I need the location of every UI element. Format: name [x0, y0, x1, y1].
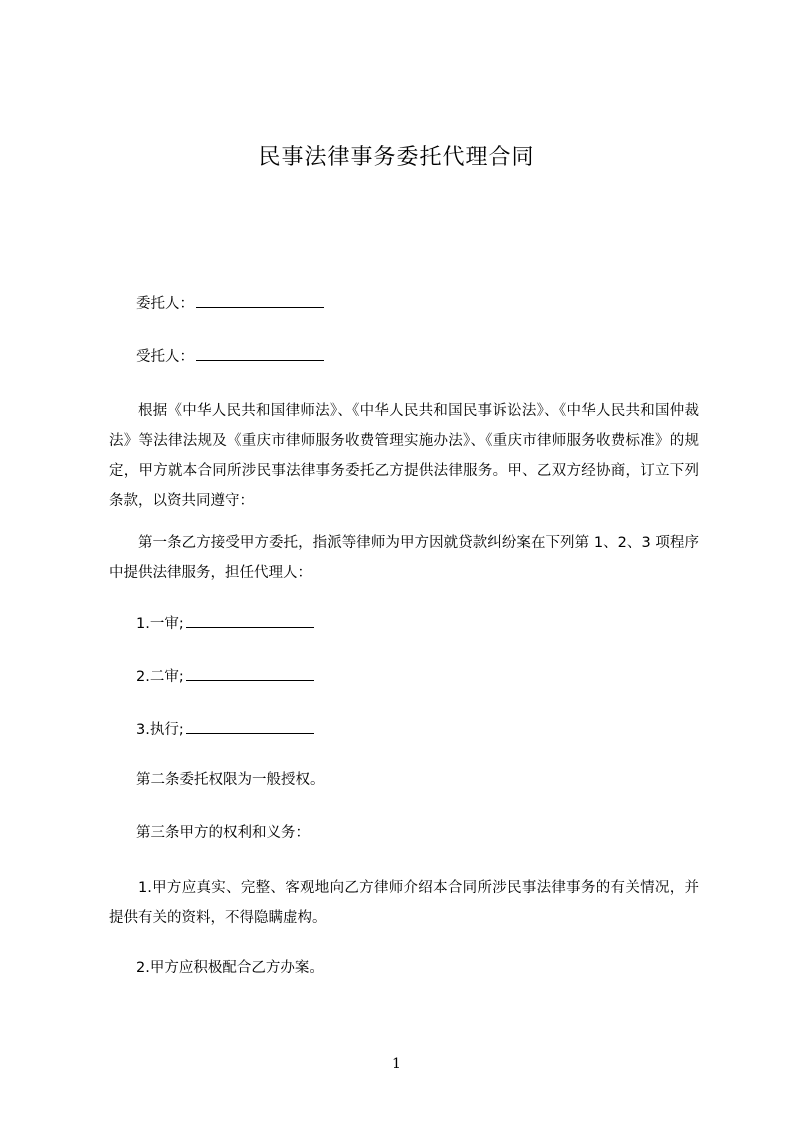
agent-label: 受托人： — [136, 349, 194, 365]
procedure-execution — [136, 719, 314, 739]
procedure-label: 1.一审; — [136, 616, 184, 632]
procedure-label: 3.执行; — [136, 722, 184, 738]
page-number: 1 — [392, 1056, 401, 1072]
procedure-blank — [186, 613, 314, 628]
article-2-line: 第二条委托权限为一般授权。 — [136, 772, 325, 788]
article-1-paragraph: 第一条乙方接受甲方委托，指派等律师为甲方因就贷款纠纷案在下列第 1、2、3 项程序中提供法律服务，担任代理人： — [109, 535, 699, 581]
agent-blank — [196, 346, 324, 361]
procedure-blank — [186, 719, 314, 734]
procedure-blank — [186, 666, 314, 681]
article-3-line: 第三条甲方的权利和义务： — [136, 825, 310, 841]
duty-1-paragraph: 1.甲方应真实、完整、客观地向乙方律师介绍本合同所涉民事法律事务的有关情况，并提供有关的资料，不得隐瞒虚构。 — [109, 880, 699, 926]
agent-line — [136, 346, 324, 366]
document-title: 民事法律事务委托代理合同 — [258, 145, 535, 170]
preamble-paragraph: 根据《中华人民共和国律师法》、《中华人民共和国民事诉讼法》、《中华人民共和国仲裁法》等法律法规及《重庆市律师服务收费管理实施办法》、《重庆市律师服务收费标准》的规定，甲方就本合同所涉民事法律事务委托乙方提供法律服务。甲、乙双方经协商，订立下列条款，以资共同遵守： — [109, 403, 699, 509]
procedure-label: 2.二审; — [136, 669, 184, 685]
procedure-first-instance — [136, 613, 314, 633]
client-label: 委托人： — [136, 296, 194, 312]
duty-2-line: 2.甲方应积极配合乙方办案。 — [136, 960, 324, 976]
procedure-second-instance — [136, 666, 314, 686]
client-blank — [196, 293, 324, 308]
client-line — [136, 293, 324, 313]
